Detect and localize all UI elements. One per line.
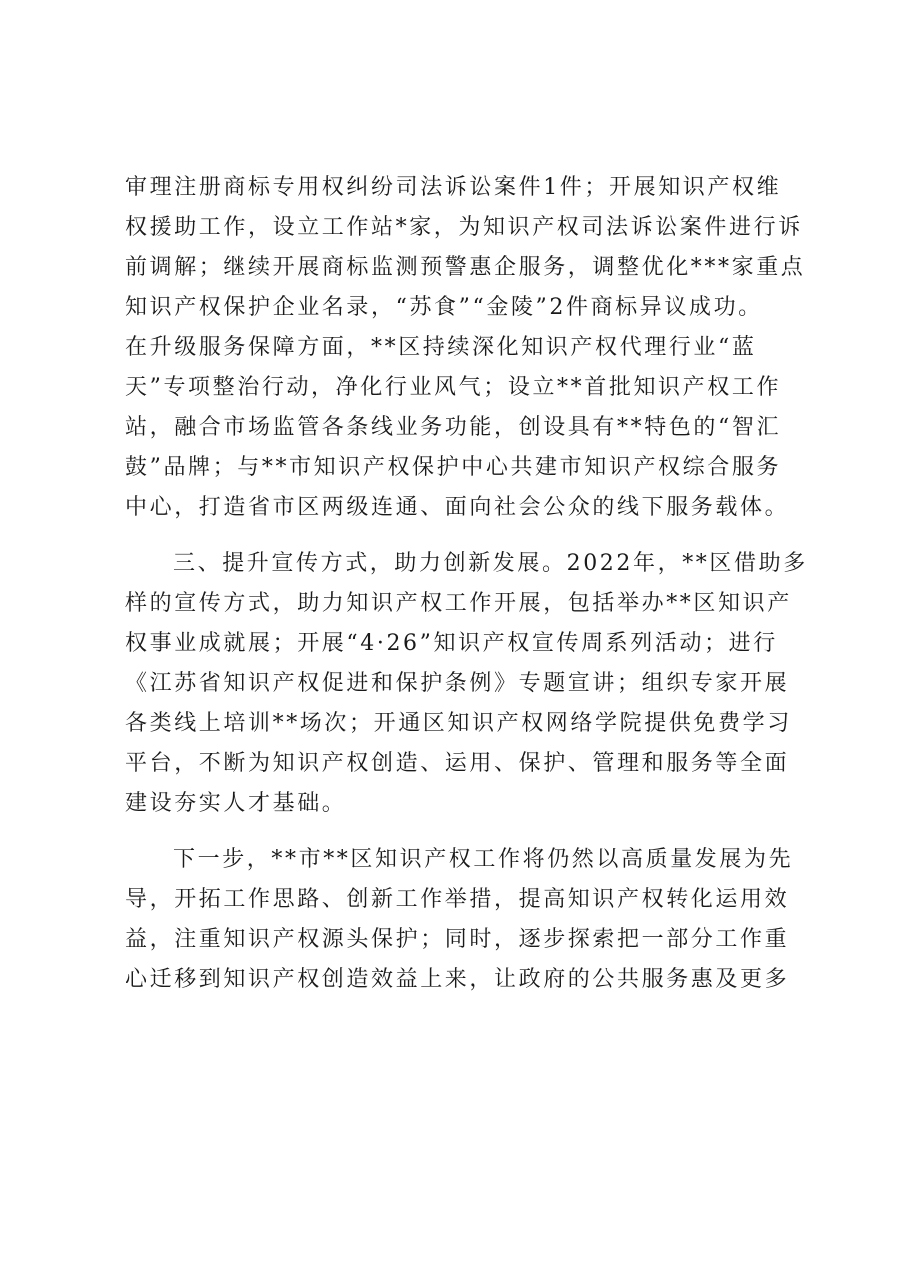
text-line: 三、提升宣传方式，助力创新发展。2022年，**区借助多 (173, 551, 808, 576)
text-line: 权事业成就展；开展“4·26”知识产权宣传周系列活动；进行 (125, 631, 778, 656)
document-body (125, 168, 808, 1000)
text-line: 益，注重知识产权源头保护；同时，逐步探索把一部分工作重 (125, 927, 790, 952)
text-line: 审理注册商标专用权纠纷司法诉讼案件1件；开展知识产权维 (125, 175, 782, 200)
text-line: 天”专项整治行动，净化行业风气；设立**首批知识产权工作 (125, 375, 782, 400)
paragraph-three (125, 544, 808, 824)
paragraph-gap (125, 528, 805, 544)
text-line: 导，开拓工作思路、创新工作举措，提高知识产权转化运用效 (125, 887, 790, 912)
text-line: 下一步，**市**区知识产权工作将仍然以高质量发展为先 (173, 847, 794, 872)
text-line: 建设夯实人才基础。 (125, 791, 347, 816)
text-line: 前调解；继续开展商标监测预警惠企服务，调整优化***家重点 (125, 255, 806, 280)
text-line: 站，融合市场监管各条线业务功能，创设具有**特色的“智汇 (125, 415, 782, 440)
text-line: 知识产权保护企业名录，“苏食”“金陵”2件商标异议成功。 (125, 295, 763, 320)
text-line: 样的宣传方式，助力知识产权工作开展，包括举办**区知识产 (125, 591, 792, 616)
paragraph-gap (125, 824, 805, 840)
text-line: 各类线上培训**场次；开通区知识产权网络学院提供免费学习 (125, 711, 792, 736)
paragraph-next-step (125, 840, 805, 1000)
text-line: 《江苏省知识产权促进和保护条例》专题宣讲；组织专家开展 (125, 671, 790, 696)
text-line: 平台，不断为知识产权创造、运用、保护、管理和服务等全面 (125, 751, 790, 776)
text-line: 在升级服务保障方面，**区持续深化知识产权代理行业“蓝 (125, 335, 757, 360)
paragraph-continued (125, 168, 805, 528)
text-line: 权援助工作，设立工作站*家，为知识产权司法诉讼案件进行诉 (125, 215, 803, 240)
text-line: 鼓”品牌；与**市知识产权保护中心共建市知识产权综合服务 (125, 455, 782, 480)
text-line: 心迁移到知识产权创造效益上来，让政府的公共服务惠及更多 (125, 967, 790, 992)
text-line: 中心，打造省市区两级连通、面向社会公众的线下服务载体。 (125, 495, 790, 520)
